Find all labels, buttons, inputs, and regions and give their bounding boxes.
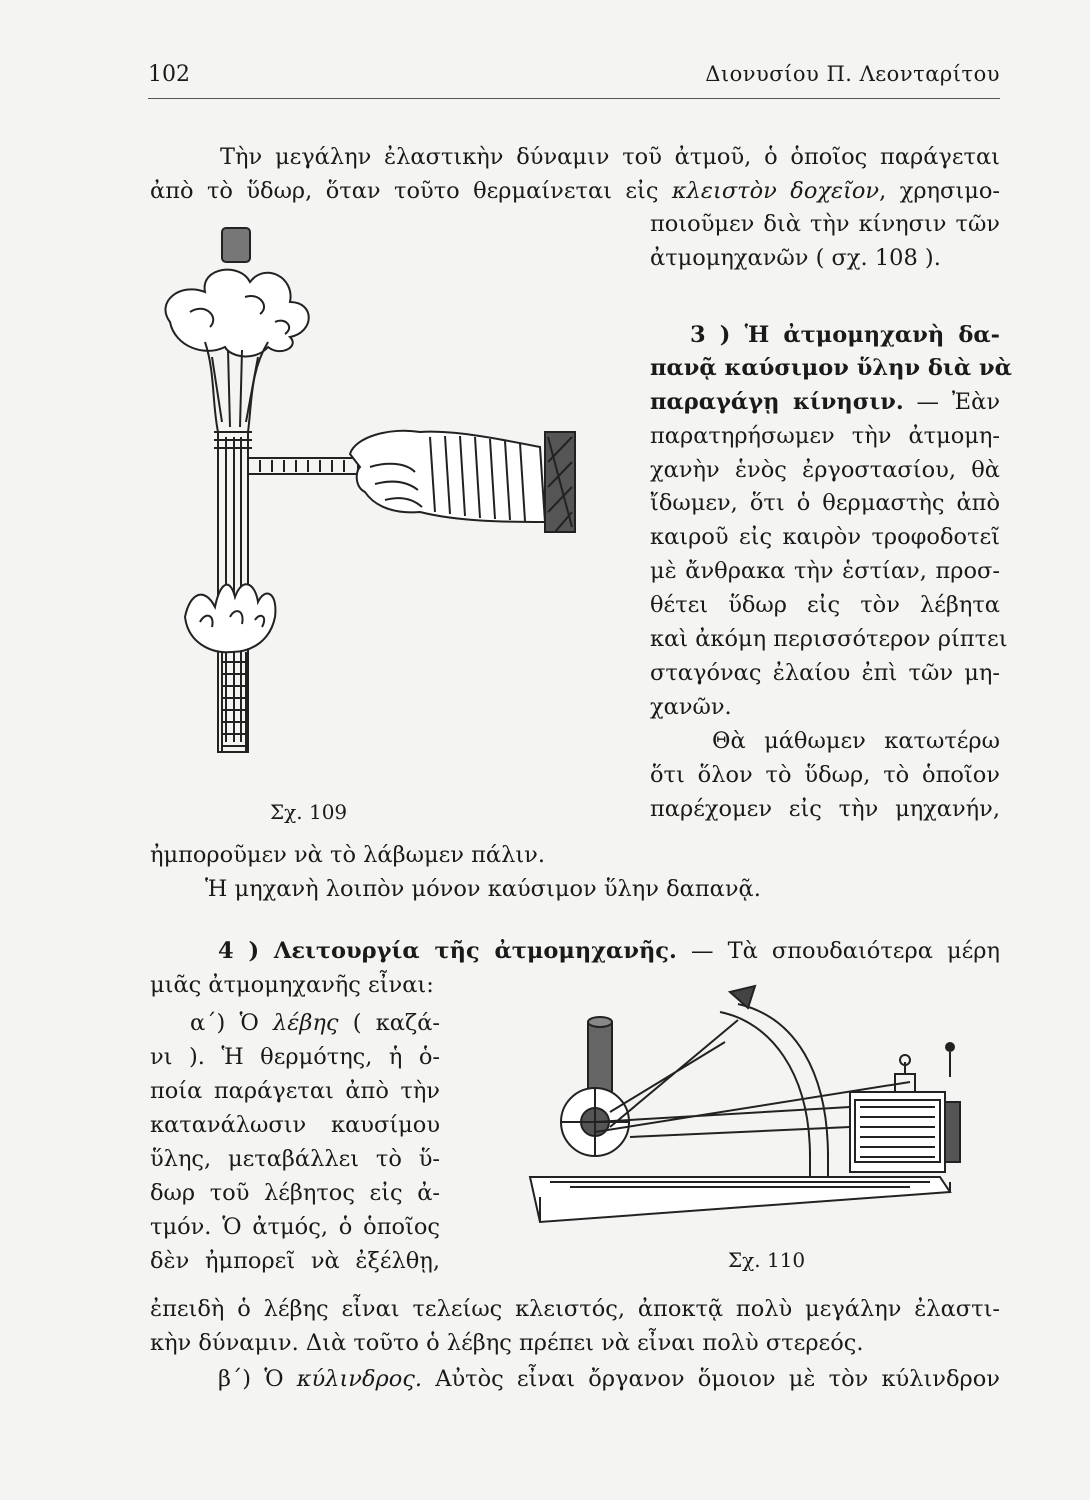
intro-line-2-a: ἀπὸ τὸ ὕδωρ, ὅταν τοῦτο θερμαίνεται εἰς (150, 178, 672, 204)
section-3-heading-line-2: πανᾷ καύσιμον ὕλην διὰ νὰ (650, 355, 1012, 381)
section-4-item-b-line (218, 1364, 1000, 1394)
section-4-left-line: κατανάλωσιν καυσίμου (150, 1112, 440, 1138)
section-3-heading-line-1: 3 ) Ἡ ἀτμομηχανὴ δα- (690, 322, 1000, 348)
intro-line-2-c: , χρησιμο- (879, 178, 1000, 204)
figure-110-steam-engine-illustration (510, 982, 990, 1234)
section-4-full-line-1: ἐπειδὴ ὁ λέβης εἶναι τελείως κλειστός, ἀποκτᾷ πολὺ μεγάλην ἐλαστι- (150, 1296, 1000, 1322)
section-3-after-line-1: ἠμποροῦμεν νὰ τὸ λάβωμεν πάλιν. (150, 842, 545, 868)
section-3-line: καιροῦ εἰς καιρὸν τροφοδοτεῖ (650, 524, 1000, 550)
section-3-after-line-2: Ἡ μηχανὴ λοιπὸν μόνον καύσιμον ὕλην δαπανᾷ. (205, 876, 761, 902)
section-3-line: μὲ ἄνθρακα τὴν ἑστίαν, προσ- (650, 558, 1000, 584)
section-3-heading-line-3 (650, 387, 1000, 417)
figure-109-caption: Σχ. 109 (270, 800, 348, 824)
item-a-label: α΄) Ὁ (190, 1010, 274, 1036)
section-3-line: ἴδωμεν, ὅτι ὁ θερμαστὴς ἀπὸ (650, 490, 1000, 516)
section-4-left-line: ποία παράγεται ἀπὸ τὴν (150, 1078, 440, 1104)
item-a-term: λέβης (273, 1010, 339, 1036)
section-3-line: σταγόνας ἐλαίου ἐπὶ τῶν μη- (650, 660, 1000, 686)
section-4-line-2: μιᾶς ἀτμομηχανῆς εἶναι: (150, 972, 434, 998)
section-3-line: ὅτι ὅλον τὸ ὕδωρ, τὸ ὁποῖον (650, 762, 1000, 788)
section-4-heading: 4 ) Λειτουργία τῆς ἀτμομηχανῆς. (218, 938, 677, 964)
section-4-left-line: ὕλης, μεταβάλλει τὸ ὕ- (150, 1146, 440, 1172)
item-b-label: β΄) Ὁ (218, 1366, 297, 1392)
intro-line-4: ἀτμομηχανῶν ( σχ. 108 ). (650, 245, 941, 271)
running-head (148, 62, 1000, 96)
page-number: 102 (148, 62, 190, 87)
section-3-line: χανὴν ἑνὸς ἐργοστασίου, θὰ (650, 457, 1000, 483)
intro-line-2 (150, 176, 1000, 206)
section-4-item-a-line (190, 1008, 440, 1038)
section-4-left-line: τμόν. Ὁ ἀτμός, ὁ ὁποῖος (150, 1214, 440, 1240)
figure-109-steam-tube-illustration (150, 222, 610, 802)
section-3-heading-tail: παραγάγῃ κίνησιν. (650, 389, 904, 415)
section-4-heading-line (218, 936, 1000, 966)
intro-line-1: Τὴν μεγάλην ἐλαστικὴν δύναμιν τοῦ ἀτμοῦ, ὁ ὁποῖος παράγεται (220, 144, 1000, 170)
section-4-full-line-2: κὴν δύναμιν. Διὰ τοῦτο ὁ λέβης πρέπει νὰ εἶναι πολὺ στερεός. (150, 1330, 864, 1356)
header-rule (148, 98, 1000, 99)
section-3-line: θέτει ὕδωρ εἰς τὸν λέβητα (650, 592, 1000, 618)
item-b-rest: Αὐτὸς εἶναι ὄργανον ὅμοιον μὲ τὸν κύλινδρον (422, 1366, 1000, 1392)
figure-110-caption: Σχ. 110 (728, 1248, 806, 1272)
section-4-left-line: νι ). Ἡ θερμότης, ἡ ὁ- (150, 1044, 440, 1070)
section-4-left-line: δωρ τοῦ λέβητος εἰς ἀ- (150, 1180, 440, 1206)
section-3-line: χανῶν. (650, 694, 732, 720)
item-a-rest: ( καζά- (338, 1010, 440, 1036)
section-3-line: παρέχομεν εἰς τὴν μηχανήν, (650, 796, 1000, 822)
intro-line-3: ποιοῦμεν διὰ τὴν κίνησιν τῶν (650, 211, 1000, 237)
closed-vessel-term: κλειστὸν δοχεῖον (671, 178, 880, 204)
section-3-line: Θὰ μάθωμεν κατωτέρω (712, 728, 1000, 754)
running-head-author: Διονυσίου Π. Λεονταρίτου (705, 62, 1000, 86)
section-3-line: καὶ ἀκόμη περισσότερον ρίπτει (650, 626, 1008, 652)
item-b-term: κύλινδρος. (296, 1366, 423, 1392)
section-3-line: παρατηρήσωμεν τὴν ἀτμομη- (650, 423, 1000, 449)
section-4-left-line: δὲν ἠμπορεῖ νὰ ἐξέλθῃ, (150, 1248, 440, 1274)
section-4-heading-rest: — Τὰ σπουδαιότερα μέρη (676, 938, 1000, 964)
section-3-text-start: — Ἐὰν (903, 389, 1000, 415)
